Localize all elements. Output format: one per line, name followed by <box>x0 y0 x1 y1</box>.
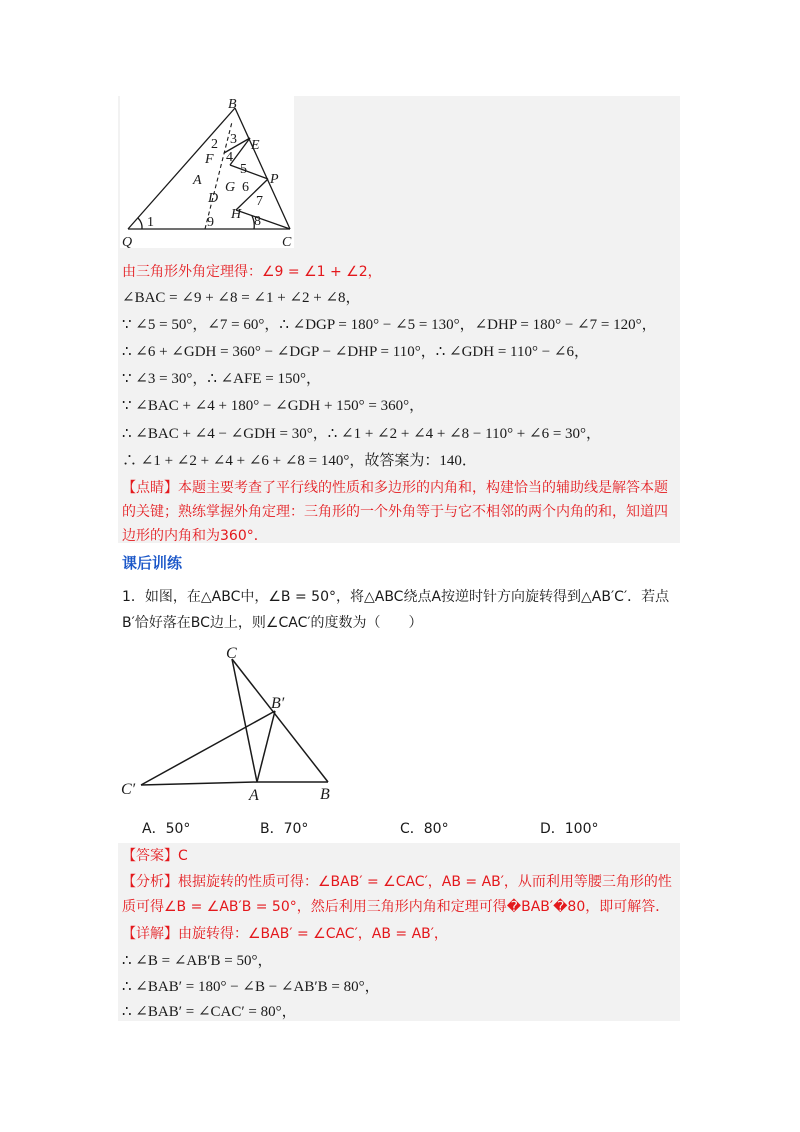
label-2: 2 <box>211 137 218 152</box>
option-d[interactable]: D．100° <box>540 821 599 837</box>
question-line-2: B′恰好落在BC边上，则∠CAC′的度数为（ ） <box>122 615 423 631</box>
dianjing-line-1: 【点睛】本题主要考查了平行线的性质和多边形的内角和，构建恰当的辅助线是解答本题 <box>122 480 668 496</box>
label-D: D <box>208 191 219 206</box>
label-C2: C <box>226 645 237 662</box>
label-5: 5 <box>240 162 247 177</box>
detail-line-2: ∴ ∠B = ∠AB′B = 50°， <box>122 953 273 969</box>
label-B-prime: B′ <box>271 695 285 712</box>
label-B: B <box>228 97 237 112</box>
label-9: 9 <box>207 215 214 230</box>
option-a[interactable]: A．50° <box>142 821 191 837</box>
label-4: 4 <box>226 150 233 165</box>
option-b[interactable]: B．70° <box>260 821 309 837</box>
label-E: E <box>251 138 260 153</box>
label-Q: Q <box>122 235 133 248</box>
label-3: 3 <box>230 132 237 147</box>
analysis-line-1: 【分析】根据旋转的性质可得：∠BAB′ = ∠CAC′，AB = AB′，从而利用等腰三角形的性 <box>122 874 672 890</box>
label-7: 7 <box>256 194 263 209</box>
geometry-figure-2 <box>118 640 348 805</box>
label-A: A <box>193 173 202 188</box>
dianjing-line-3: 边形的内角和为360°． <box>122 528 268 544</box>
label-A2: A <box>249 787 259 804</box>
geometry-figure-1 <box>120 96 300 248</box>
solution-line-4: ∴ ∠6 + ∠GDH = 360° − ∠DGP − ∠DHP = 110°，∴ ∠GDH = 110° − ∠6， <box>122 344 589 360</box>
analysis-line-2: 质可得∠B = ∠AB′B = 50°，然后利用三角形内角和定理可得�BAB′�80，即可解答． <box>122 899 670 915</box>
solution-line-2: ∠BAC = ∠9 + ∠8 = ∠1 + ∠2 + ∠8， <box>122 290 361 306</box>
solution-line-7: ∴ ∠BAC + ∠4 − ∠GDH = 30°，∴ ∠1 + ∠2 + ∠4 + ∠8 − 110° + ∠6 = 30°， <box>122 426 602 442</box>
label-C-prime: C′ <box>121 781 136 798</box>
label-8: 8 <box>254 214 261 229</box>
solution-line-6: ∵ ∠BAC + ∠4 + 180° − ∠GDH + 150° = 360°， <box>122 398 425 414</box>
label-6: 6 <box>242 180 249 195</box>
solution-line-3: ∵ ∠5 = 50°，∠7 = 60°，∴ ∠DGP = 180° − ∠5 = 130°，∠DHP = 180° − ∠7 = 120°， <box>122 317 657 333</box>
solution-line-1: 由三角形外角定理得：∠9 = ∠1 + ∠2， <box>122 264 382 280</box>
solution-line-5: ∵ ∠3 = 30°，∴ ∠AFE = 150°， <box>122 371 321 387</box>
dianjing-line-2: 的关键；熟练掌握外角定理：三角形的一个外角等于与它不相邻的两个内角的和，知道四 <box>122 504 668 520</box>
solution-line-8: ∴ ∠1 + ∠2 + ∠4 + ∠6 + ∠8 = 140°，故答案为：140． <box>122 453 477 469</box>
option-c[interactable]: C．80° <box>400 821 449 837</box>
detail-line-3: ∴ ∠BAB′ = 180° − ∠B − ∠AB′B = 80°， <box>122 979 380 995</box>
answer-label: 【答案】C <box>122 848 188 864</box>
detail-line-1: 【详解】由旋转得：∠BAB′ = ∠CAC′，AB = AB′， <box>122 926 448 942</box>
label-G: G <box>225 180 236 195</box>
detail-line-4: ∴ ∠BAB′ = ∠CAC′ = 80°， <box>122 1004 297 1020</box>
label-1: 1 <box>147 215 154 230</box>
section-title: 课后训练 <box>122 554 183 572</box>
label-C: C <box>282 235 292 248</box>
label-B2: B <box>320 786 330 803</box>
question-line-1: 1．如图，在△ABC中，∠B = 50°，将△ABC绕点A按逆时针方向旋转得到△AB′C′．若点 <box>122 589 670 605</box>
label-F: F <box>205 152 214 167</box>
label-P: P <box>270 172 279 187</box>
label-H: H <box>231 207 242 222</box>
